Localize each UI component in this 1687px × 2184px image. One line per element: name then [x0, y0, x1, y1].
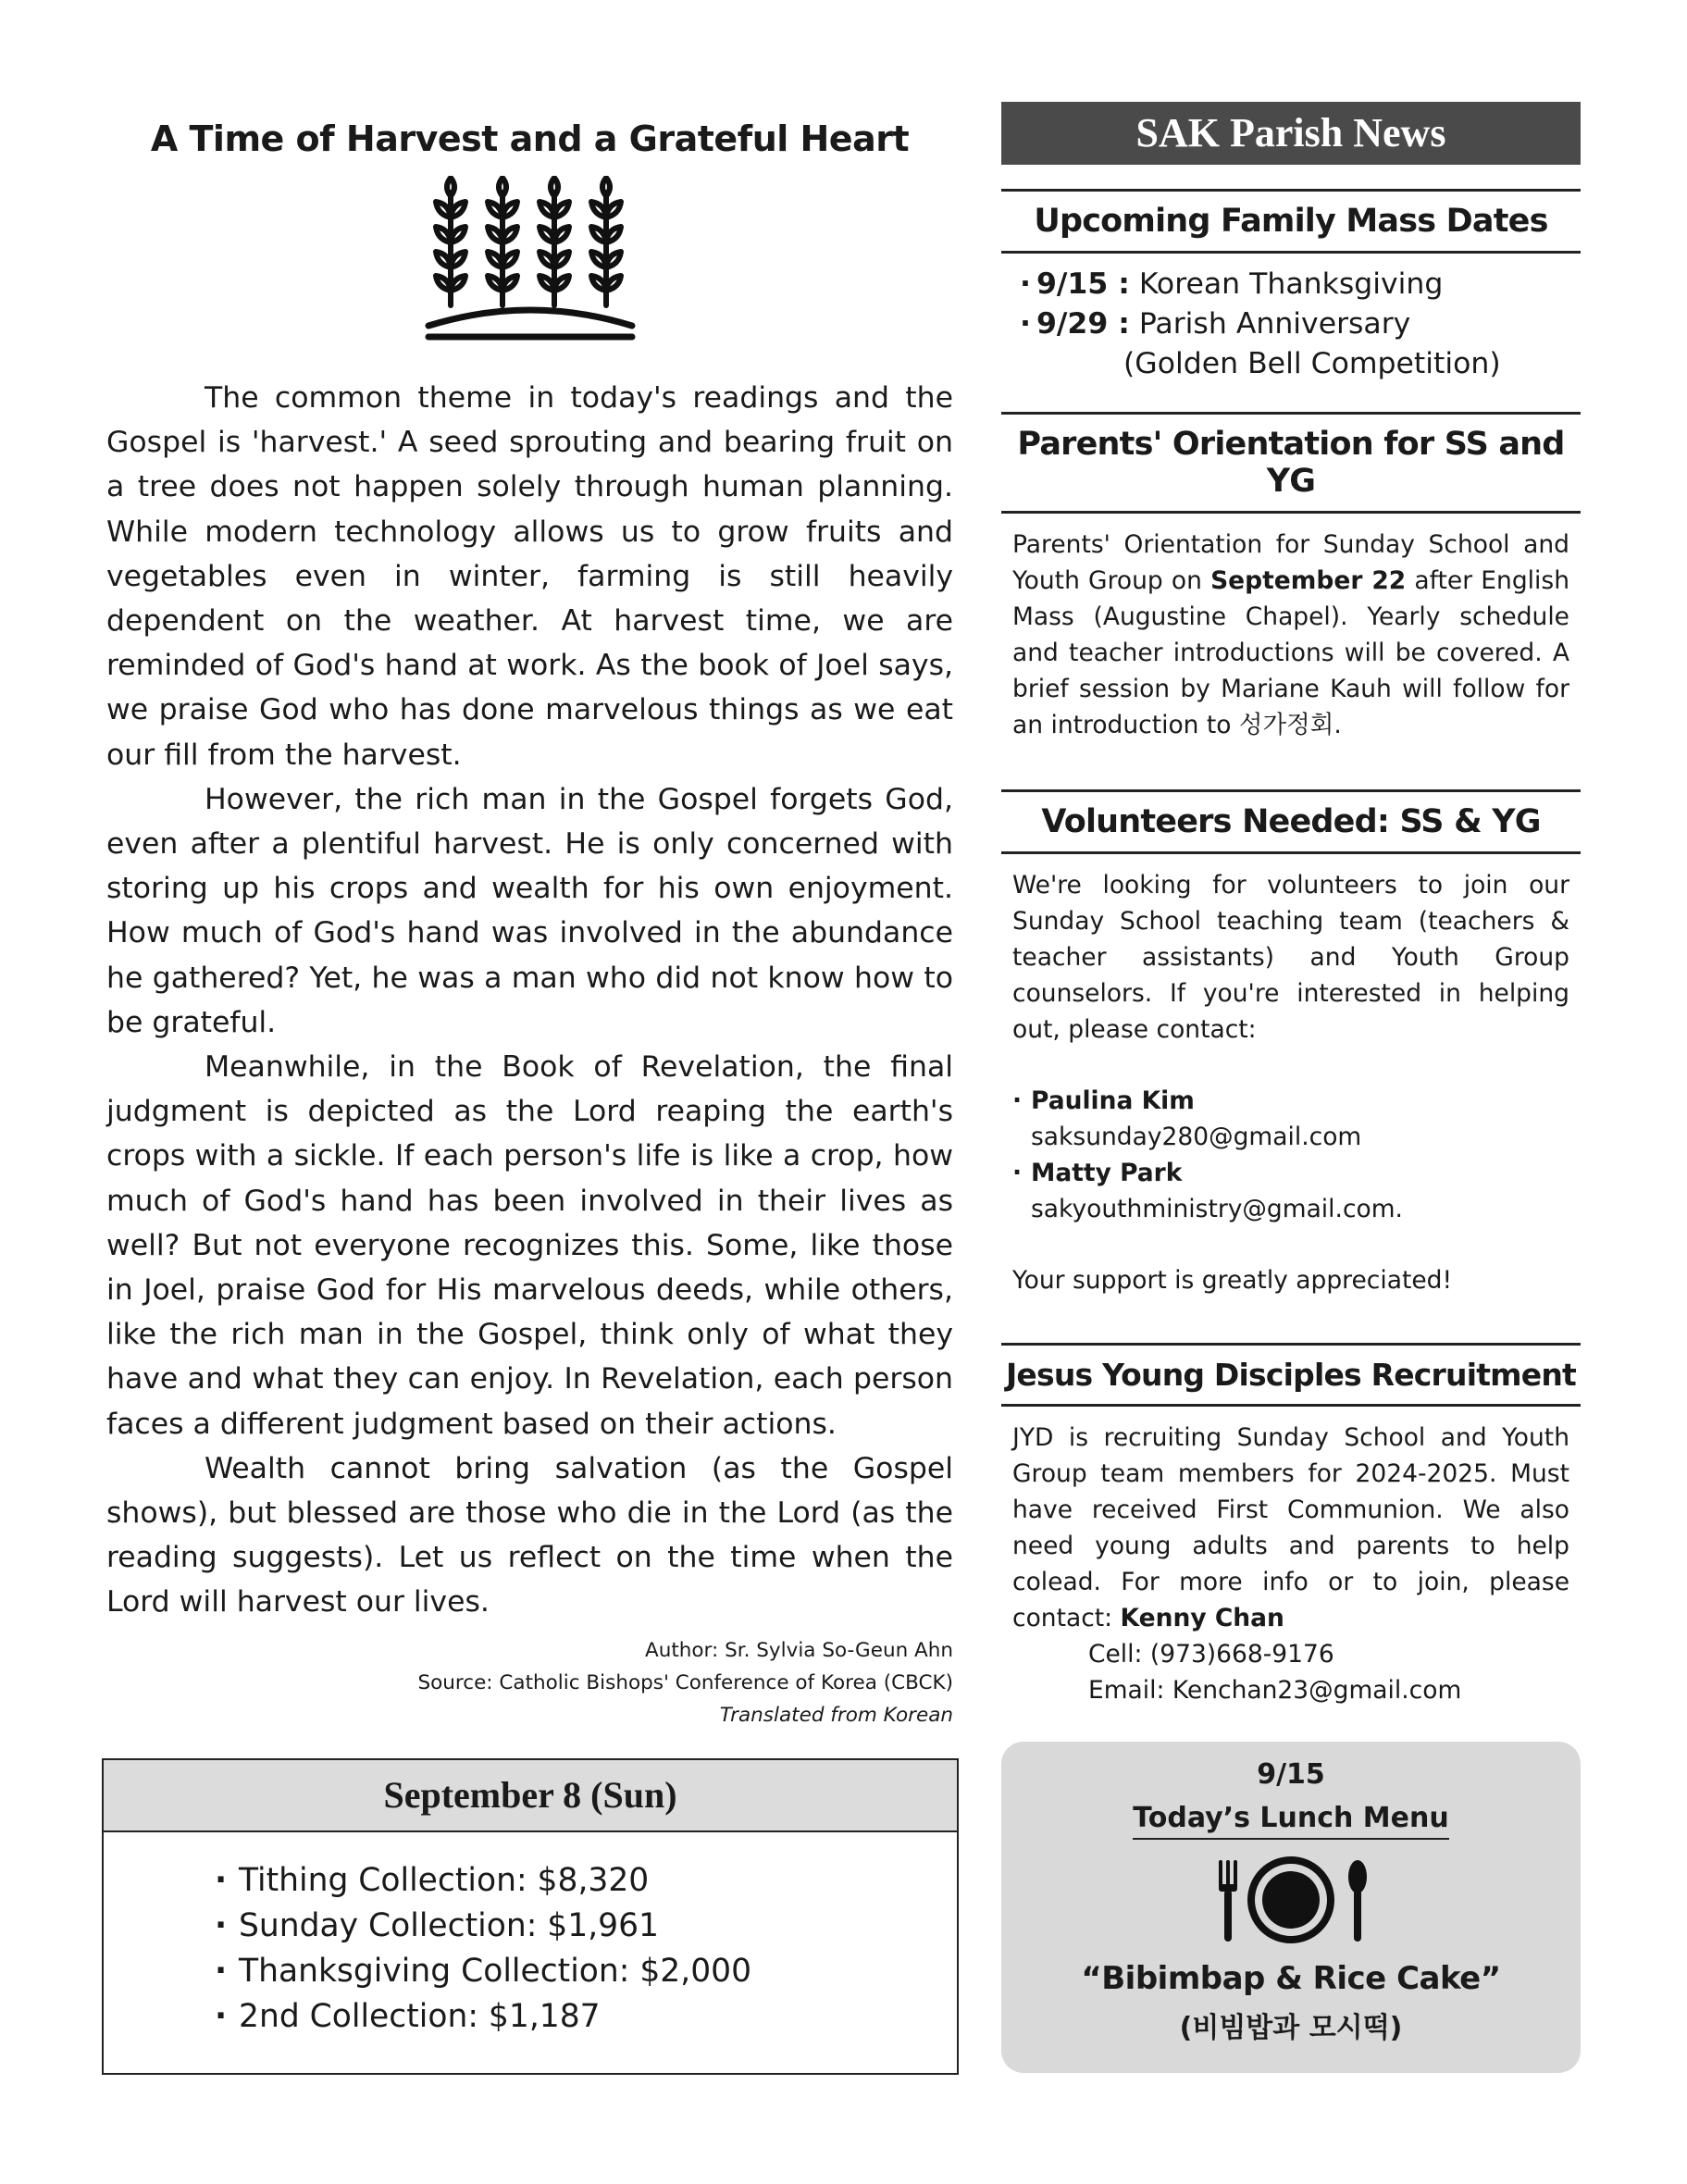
- article-author: Author: Sr. Sylvia So-Geun Ahn: [645, 1638, 953, 1662]
- article-paragraph: The common theme in today's readings and the Gospel is 'harvest.' A seed sprouting and bearing fruit on a tree does not happen solely through human planning. While modern technology allows us to grow fruits and vegetables even in winter, farming is still heavily dependent on the weather. At harvest time, we are reminded of God's hand at work. As the book of Joel says, we praise God who has done marvelous things as we eat our fill from the harvest.: [106, 381, 953, 772]
- lunch-dish-korean: (비빔밥과 모시떡): [1179, 2012, 1403, 2044]
- volunteer-contact: · Matty Park sakyouthministry@gmail.com.: [1012, 1155, 1569, 1227]
- volunteers-contacts: [1012, 1083, 1569, 1227]
- volunteers-body: [1001, 854, 1581, 1298]
- orientation-text: Parents' Orientation for Sunday School and Youth Group on September 22 after English Mass (Augustine Chapel). Yearly schedule and teacher introductions will be covered. A brief session by Mariane Kauh will follow for an introduction to 성가정회.: [1012, 530, 1569, 739]
- jyd-contact-name: Kenny Chan: [1120, 1604, 1284, 1632]
- contact-email: saksunday280@gmail.com: [1031, 1123, 1362, 1151]
- family-mass-item: · 9/15 : Korean Thanksgiving: [1020, 265, 1581, 304]
- jyd-body: JYD is recruiting Sunday School and Youth Group team members for 2024-2025. Must have received First Communion. We also need young adults and parents to help colead. For more info or to join, please contact: Kenny Chan Cell: (973)668-9176 Email: Kenchan23@gmail.com: [1001, 1407, 1581, 1708]
- volunteers-closing: Your support is greatly appreciated!: [1012, 1266, 1453, 1295]
- article: [106, 109, 953, 1731]
- volunteers-title: Volunteers Needed: SS & YG: [1001, 789, 1581, 854]
- collection-item: · Tithing Collection: $8,320: [215, 1858, 957, 1904]
- family-mass-subnote: (Golden Bell Competition): [1123, 347, 1501, 380]
- collection-list: [104, 1858, 957, 2040]
- wheat-icon: [423, 176, 638, 342]
- jyd-email: Email: Kenchan23@gmail.com: [1088, 1676, 1462, 1705]
- lunch-date: 9/15: [1257, 1758, 1325, 1791]
- lunch-dish: “Bibimbap & Rice Cake”: [1081, 1960, 1501, 1997]
- orientation-section: [1001, 412, 1581, 743]
- collection-item: · Sunday Collection: $1,961: [215, 1904, 957, 1949]
- parish-news: [1001, 102, 1581, 1708]
- jyd-section: [1001, 1343, 1581, 1708]
- lunch-menu: [1001, 1742, 1581, 2073]
- collection-box: [102, 1758, 959, 2075]
- article-body: [106, 376, 953, 1625]
- collection-date: September 8 (Sun): [104, 1760, 957, 1832]
- lunch-title: Today’s Lunch Menu: [1133, 1802, 1448, 1840]
- family-mass-list: [1001, 265, 1581, 384]
- article-paragraph: Wealth cannot bring salvation (as the Gospel shows), but blessed are those who die in the Lord (as the reading suggests). Let us reflect on the time when the Lord will harvest our lives.: [106, 1451, 953, 1619]
- contact-email: sakyouthministry@gmail.com.: [1031, 1195, 1403, 1223]
- volunteers-section: [1001, 789, 1581, 1298]
- plate-cutlery-icon: [1209, 1856, 1372, 1943]
- family-mass-section: [1001, 189, 1581, 384]
- jyd-title: Jesus Young Disciples Recruitment: [1001, 1343, 1581, 1407]
- orientation-title: Parents' Orientation for SS and YG: [1001, 412, 1581, 514]
- family-mass-title: Upcoming Family Mass Dates: [1001, 189, 1581, 254]
- volunteers-intro: We're looking for volunteers to join our Sunday School teaching team (teachers & teacher assistants) and Youth Group counselors. If you're interested in helping out, please contact:: [1012, 871, 1569, 1044]
- article-credits: [106, 1634, 953, 1731]
- article-translation-note: Translated from Korean: [719, 1703, 953, 1727]
- news-header: SAK Parish News: [1001, 102, 1581, 165]
- article-source: Source: Catholic Bishops' Conference of Korea (CBCK): [417, 1670, 953, 1694]
- collection-item: · 2nd Collection: $1,187: [215, 1994, 957, 2040]
- jyd-cell: Cell: (973)668-9176: [1088, 1640, 1334, 1669]
- article-paragraph: Meanwhile, in the Book of Revelation, the final judgment is depicted as the Lord reaping the earth's crops with a sickle. If each person's life is like a crop, how much of God's hand has been involved in their lives as well? But not everyone recognizes this. Some, like those in Joel, praise God for His marvelous deeds, while others, like the rich man in the Gospel, think only of what they have and what they can enjoy. In Revelation, each person faces a different judgment based on their actions.: [106, 1050, 953, 1441]
- volunteer-contact: · Paulina Kim saksunday280@gmail.com: [1012, 1083, 1569, 1155]
- family-mass-item: · 9/29 : Parish Anniversary (Golden Bell Competition): [1020, 304, 1581, 384]
- collection-item: · Thanksgiving Collection: $2,000: [215, 1949, 957, 1994]
- article-paragraph: However, the rich man in the Gospel forgets God, even after a plentiful harvest. He is only concerned with storing up his crops and wealth for his own enjoyment. How much of God's hand was involved in the abundance he gathered? Yet, he was a man who did not know how to be grateful.: [106, 782, 953, 1039]
- article-title: A Time of Harvest and a Grateful Heart: [150, 118, 910, 159]
